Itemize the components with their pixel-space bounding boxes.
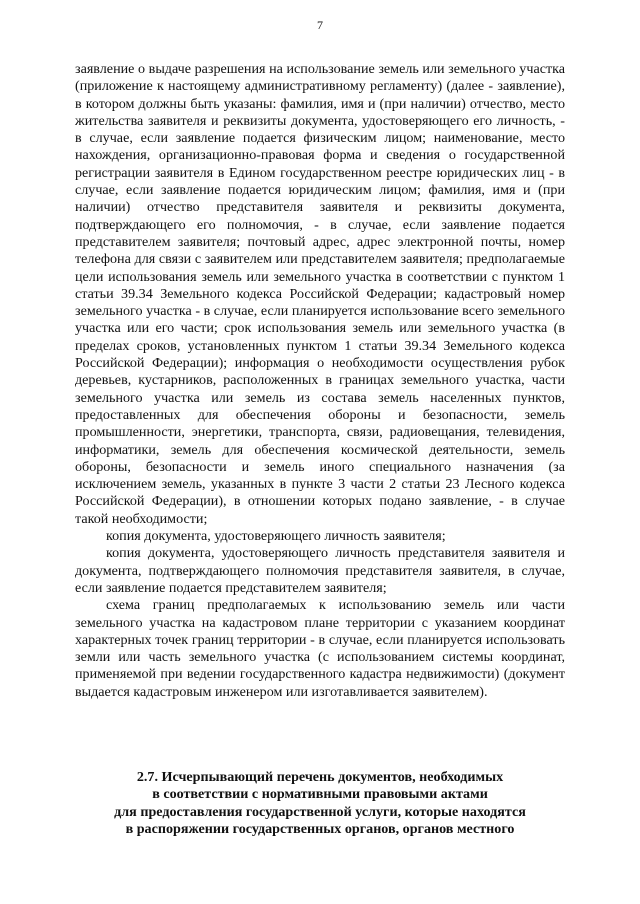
paragraph-representative-id-copy: копия документа, удостоверяющего личность представителя заявителя и документа, подтверждающего полномочия представителя заявителя, в случае, если заявление подается представителем заявителя; — [75, 545, 565, 596]
section-heading-line: 2.7. Исчерпывающий перечень документов, необходимых — [136, 769, 504, 785]
page-number: 7 — [317, 18, 323, 32]
paragraph-applicant-id-copy: копия документа, удостоверяющего личность заявителя; — [106, 528, 446, 545]
document-body — [75, 61, 565, 701]
section-heading-line: в распоряжении государственных органов, органов местного — [125, 820, 515, 837]
section-heading — [75, 769, 565, 838]
paragraph-boundary-scheme: схема границ предполагаемых к использованию земель или части земельного участка на кадастровом плане территории с указанием координат характерных точек границ территории - в случае, если планируется использовать земли или часть земельного участка (с использованием системы координат, применяемой при ведении государственного кадастра недвижимости) (документ выдается кадастровым инженером или изготавливается заявителем). — [75, 597, 565, 700]
paragraph-application-contents: заявление о выдаче разрешения на использование земель или земельного участка (приложение к настоящему административному регламенту) (далее - заявление), в котором должны быть указаны: фамилия, имя и (при наличии) отчество, место жительства заявителя и реквизиты документа, удостоверяющего его личность, - в случае, если заявление подается физическим лицом; наименование, место нахождения, организационно-правовая форма и сведения о государственной регистрации заявителя в Едином государственном реестре юридических лиц - в случае, если заявление подается юридическим лицом; фамилия, имя и (при наличии) отчество представителя заявителя и реквизиты документа, подтверждающего его полномочия, - в случае, если заявление подается представителем заявителя; почтовый адрес, адрес электронной почты, номер телефона для связи с заявителем или представителем заявителя; предполагаемые цели использования земель или земельного участка в соответствии с пунктом 1 статьи 39.34 Земельного кодекса Российской Федерации; кадастровый номер земельного участка - в случае, если планируется использование всего земельного участка или его части; срок использования земель или земельного участка (в пределах сроков, установленных пунктом 1 статьи 39.34 Земельного кодекса Российской Федерации); информация о необходимости осуществления рубок деревьев, кустарников, расположенных в границах земельного участка, части земельного участка или земель из состава земель населенных пунктов, предоставленных для обеспечения обороны и безопасности, земель промышленности, энергетики, транспорта, связи, радиовещания, телевидения, информатики, земель для обеспечения космической деятельности, земель обороны, безопасности и земель иного специального назначения (за исключением земель, указанных в пункте 3 части 2 статьи 23 Лесного кодекса Российской Федерации), в отношении которых подано заявление, - в случае такой необходимости; — [75, 61, 565, 527]
section-heading-line: для предоставления государственной услуги, которые находятся — [114, 803, 526, 820]
section-heading-line: в соответствии с нормативными правовыми актами — [152, 786, 488, 803]
